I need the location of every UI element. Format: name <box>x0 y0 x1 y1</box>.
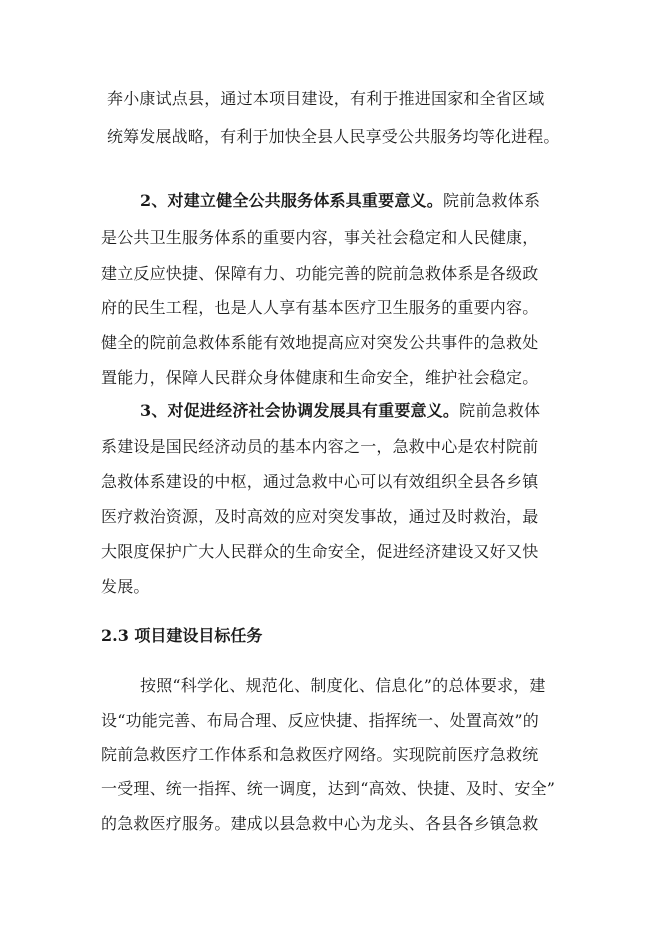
point2-line-2: 是公共卫生服务体系的重要内容，事关社会稳定和人民健康， <box>101 228 539 247</box>
point3-line-6: 发展。 <box>101 577 150 596</box>
point3-line-4: 医疗救治资源，及时高效的应对突发事故，通过及时救治，最 <box>101 507 539 526</box>
section-line-3: 院前急救医疗工作体系和急救医疗网络。实现院前医疗急救统 <box>101 745 539 764</box>
point3-line1-rest: 院前急救体 <box>459 401 541 420</box>
section-line-2: 设“功能完善、布局合理、反应快捷、指挥统一、处置高效”的 <box>101 711 539 730</box>
point3-title: 3、对促进经济社会协调发展具有重要意义。 <box>140 401 460 420</box>
point2-line-6: 置能力，保障人民群众身体健康和生命安全，维护社会稳定。 <box>101 368 539 387</box>
point2-first-line <box>140 191 540 211</box>
intro-line-1: 奔小康试点县，通过本项目建设，有利于推进国家和全省区域 <box>107 89 545 108</box>
point3-line-5: 大限度保护广大人民群众的生命安全，促进经济建设又好又快 <box>101 542 539 561</box>
section-heading: 2.3 项目建设目标任务 <box>101 626 263 645</box>
point2-line-4: 府的民生工程，也是人人享有基本医疗卫生服务的重要内容。 <box>101 298 539 317</box>
point3-first-line <box>140 401 540 421</box>
point3-line-3: 急救体系建设的中枢，通过急救中心可以有效组织全县各乡镇 <box>101 472 539 491</box>
point2-line1-rest: 院前急救体系 <box>442 191 541 210</box>
section-line-5: 的急救医疗服务。建成以县急救中心为龙头、各县各乡镇急救 <box>101 814 539 833</box>
intro-line-2: 统筹发展战略，有利于加快全县人民享受公共服务均等化进程。 <box>107 127 560 146</box>
point2-line-5: 健全的院前急救体系能有效地提高应对突发公共事件的急救处 <box>101 333 539 352</box>
point2-line-3: 建立反应快捷、保障有力、功能完善的院前急救体系是各级政 <box>101 264 539 283</box>
section-line-1: 按照“科学化、规范化、制度化、信息化”的总体要求，建 <box>140 676 546 695</box>
section-line-4: 一受理、统一指挥、统一调度，达到“高效、快捷、及时、安全” <box>101 779 556 798</box>
point2-title: 2、对建立健全公共服务体系具重要意义。 <box>140 191 443 210</box>
point3-line-2: 系建设是国民经济动员的基本内容之一，急救中心是农村院前 <box>101 437 539 456</box>
